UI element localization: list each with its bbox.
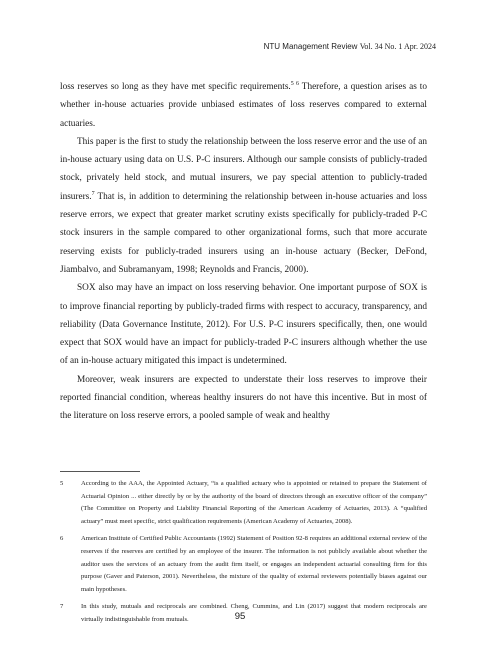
paragraph-2 — [60, 133, 427, 279]
footnote-6 — [60, 533, 427, 596]
footnote-text: According to the AAA, the Appointed Actuary, “is a qualified actuary who is appointed or retained to prepare the Statement of Actuarial Opinion ... either directly by or by the authority of the board of directors through an executive officer of the company” (The Committee on Property and Liability Financial Reporting of the American Academy of Actuaries, 2013). A “qualified actuary” must meet specific, strict qualification requirements (American Academy of Actuaries, 2008). — [81, 480, 427, 525]
paragraph-1-text: loss reserves so long as they have met specific requirements. — [60, 82, 291, 92]
paragraph-2-text: This paper is the first to study the relationship between the loss reserve error and the use of an in-house actuary using data on U.S. P-C insurers. Although our sample consists of publicly-traded stock, privately held stock, and mutual insurers, we pay special attention to publicly-traded insurers. — [60, 136, 427, 202]
footnote-number: 6 — [60, 535, 64, 543]
footnote-number: 5 — [60, 480, 64, 487]
journal-volume: Vol. 34 No. 1 Apr. 2024 — [359, 42, 436, 51]
footnotes — [60, 478, 427, 632]
page-number: 95 — [234, 611, 246, 622]
paragraph-3: SOX also may have an impact on loss reserving behavior. One important purpose of SOX is to improve financial reporting by publicly-traded firms with respect to accuracy, transparency, and reliability (Data Governance Institute, 2012). For U.S. P-C insurers specifically, then, one would expect that SOX would have an impact for publicly-traded P-C insurers although whether the use of an in-house actuary mitigated this impact is undetermined. — [60, 283, 427, 367]
footnote-ref-7[interactable]: 7 — [91, 190, 95, 197]
paragraph-1-text-cont: Therefore, a question arises as to whether in-house actuaries provide unbiased estimates of loss reserves compared to external actuaries. — [60, 82, 428, 129]
paragraph-1 — [60, 78, 427, 133]
footnote-divider — [60, 471, 140, 472]
footnote-text: In this study, mutuals and reciprocals are combined. Cheng, Cummins, and Lin (2017) suggest that modern reciprocals are virtually indistinguishable from mutuals. — [81, 603, 427, 623]
footnote-5 — [60, 478, 427, 528]
footnote-text: American Institute of Certified Public Accountants (1992) Statement of Position 92-8 requires an additional external review of the reserves if the reserves are certified by an employee of the insurer. The information is not publicly available about whether the auditor uses the services of an actuary from the audit firm itself, or engages an independent actuarial consulting firm for this purpose (Gaver and Paterson, 2001). Nevertheless, the mixture of the quality of external reviewers potentially biases against our main hypotheses. — [81, 535, 427, 593]
paragraph-4: Moreover, weak insurers are expected to understate their loss reserves to improve their reported financial condition, whereas healthy insurers do not have this incentive. But in most of the literature on loss reserve errors, a pooled sample of weak and healthy — [60, 374, 427, 422]
journal-name: NTU Management Review — [263, 42, 358, 51]
footnote-number: 7 — [60, 603, 64, 611]
footnote-ref-5-6[interactable]: 5 6 — [290, 80, 299, 87]
paragraph-2-text-cont: That is, in addition to determining the relationship between in-house actuaries and loss reserve errors, we expect that greater market scrutiny exists specifically for publicly-traded P-C stock insurers in the sample compared to other organizational forms, such that more accurate reserving exists for publicly-traded insurers using an in-house actuary (Becker, DeFond, Jiambalvo, and Subramanyam, 1998; Reynolds and Francis, 2000). — [60, 191, 427, 275]
body-text — [60, 78, 427, 426]
running-header — [264, 42, 436, 51]
